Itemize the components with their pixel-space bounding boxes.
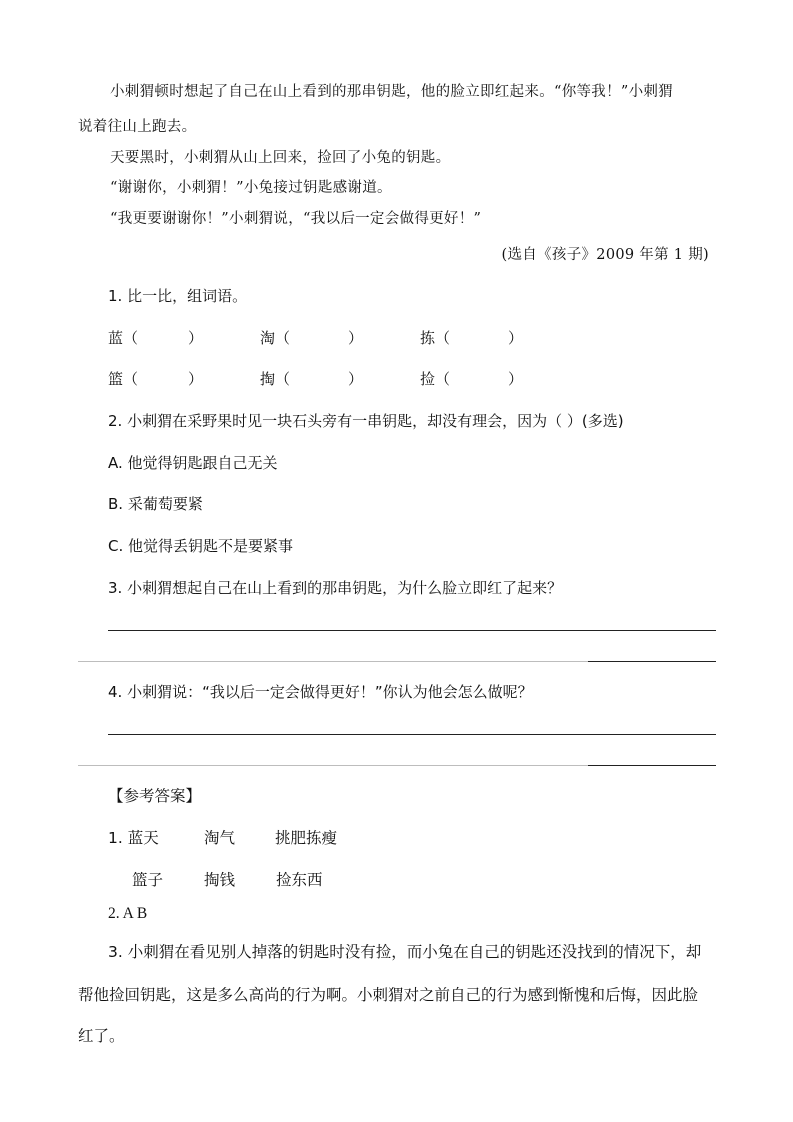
answer-1-lantian: 1. 蓝天 xyxy=(108,829,159,847)
answer-2: 2. A B xyxy=(108,905,148,922)
answer-1-taoqi: 淘气 xyxy=(204,829,236,847)
answer-3-line-2: 帮他捡回钥匙，这是多么高尚的行为啊。小刺猬对之前自己的行为感到惭愧和后悔，因此脸 xyxy=(78,986,699,1004)
story-paragraph-3: “谢谢你，小刺猬！”小兔接过钥匙感谢道。 xyxy=(110,180,392,196)
q1-word-tao: 淘（ xyxy=(260,329,291,347)
section-divider xyxy=(78,661,588,662)
story-paragraph-1-line-2: 说着往山上跑去。 xyxy=(78,119,197,135)
story-paragraph-1-line-1: 小刺猬顿时想起了自己在山上看到的那串钥匙，他的脸立即红起来。“你等我！”小刺猬 xyxy=(110,84,674,100)
answer-1-jiandongxi: 捡东西 xyxy=(276,871,323,889)
question-2-option-c: C. 他觉得丢钥匙不是要紧事 xyxy=(108,537,294,555)
question-2-option-a: A. 他觉得钥匙跟自己无关 xyxy=(108,454,278,472)
q1-paren-close: ） xyxy=(508,329,524,347)
story-paragraph-2: 天要黑时，小刺猬从山上回来，捡回了小兔的钥匙。 xyxy=(110,150,451,166)
q1-word-tao-hand: 掏（ xyxy=(260,370,291,388)
q1-paren-close: ） xyxy=(348,329,364,347)
q1-word-lan: 蓝（ xyxy=(108,329,139,347)
q1-paren-close: ） xyxy=(188,329,204,347)
answer-1-tiaofei: 挑肥拣瘦 xyxy=(275,829,338,847)
answer-3-line-1: 3. 小刺猬在看见别人掉落的钥匙时没有捡，而小兔在自己的钥匙还没找到的情况下，却 xyxy=(108,943,702,961)
answer-1-taoqian: 掏钱 xyxy=(204,871,236,889)
q1-word-jian-pick: 捡（ xyxy=(420,370,451,388)
q1-paren-close: ） xyxy=(188,370,204,388)
story-paragraph-4: “我更要谢谢你！”小刺猬说，“我以后一定会做得更好！” xyxy=(110,211,482,227)
question-3-stem: 3. 小刺猬想起自己在山上看到的那串钥匙，为什么脸立即红了起来？ xyxy=(108,579,563,597)
story-source: (选自《孩子》2009 年第 1 期) xyxy=(501,247,709,263)
answer-line xyxy=(108,630,716,631)
q1-word-lan-basket: 篮（ xyxy=(108,370,139,388)
q1-paren-close: ） xyxy=(348,370,364,388)
answers-heading: 【参考答案】 xyxy=(108,787,202,805)
question-4-stem: 4. 小刺猬说：“我以后一定会做得更好！”你认为他会怎么做呢？ xyxy=(108,683,533,701)
answer-line xyxy=(108,734,716,735)
answer-line-short xyxy=(588,661,716,662)
q1-word-jian: 拣（ xyxy=(420,329,451,347)
answer-3-line-3: 红了。 xyxy=(78,1027,125,1045)
question-2-option-b: B. 采葡萄要紧 xyxy=(108,495,203,513)
question-1-title: 1. 比一比，组词语。 xyxy=(108,287,248,305)
section-divider xyxy=(78,765,588,766)
answer-line-short xyxy=(588,765,716,766)
question-2-stem: 2. 小刺猬在采野果时见一块石头旁有一串钥匙，却没有理会，因为（ ）(多选) xyxy=(108,412,624,430)
answer-1-lanzi: 篮子 xyxy=(132,871,164,889)
q1-paren-close: ） xyxy=(508,370,524,388)
